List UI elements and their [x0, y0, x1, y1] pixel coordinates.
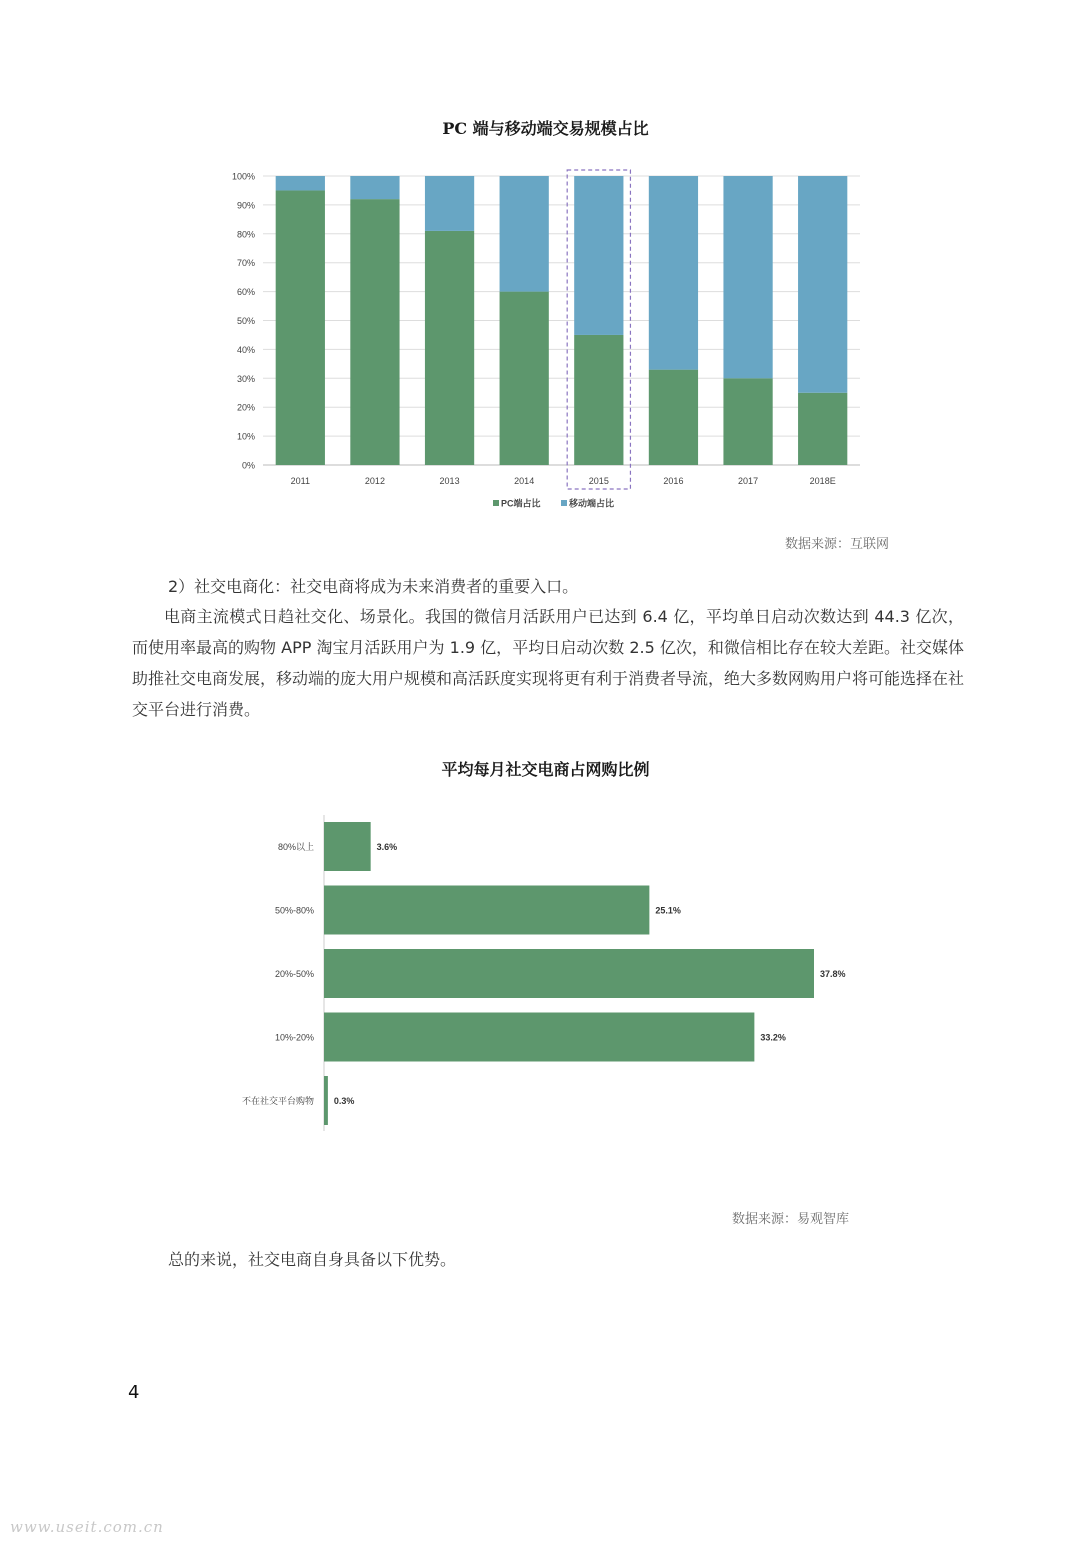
chart1-source: 数据来源：互联网	[785, 537, 890, 552]
chart2-category-label: 20%-50%	[274, 969, 314, 979]
chart1-bar-mobile	[798, 176, 847, 393]
chart1-y-tick-label: 60%	[236, 287, 255, 298]
chart1-bar-mobile	[649, 176, 698, 370]
watermark: www.useit.com.cn	[10, 1518, 164, 1536]
chart1-bar-mobile	[276, 176, 325, 190]
paragraph-heading: 2）社交电商化：社交电商将成为未来消费者的重要入口。	[168, 577, 579, 596]
chart1-x-tick-label: 2013	[439, 476, 460, 486]
chart1-bar-pc	[798, 393, 847, 465]
chart1-bar-mobile	[723, 176, 772, 378]
chart2-data-label: 0.3%	[333, 1096, 355, 1106]
chart1-y-tick-label: 50%	[236, 316, 255, 326]
chart1-y-tick-label: 40%	[236, 344, 255, 355]
chart1-bar-pc	[723, 378, 772, 465]
chart1-y-tick-label: 20%	[236, 402, 255, 413]
chart1-bar-mobile	[425, 176, 474, 231]
chart1-y-tick-label: 10%	[236, 431, 255, 442]
chart2-category-label: 80%以上	[277, 842, 314, 852]
chart1-y-tick-label: 80%	[236, 229, 255, 240]
chart1-bar-mobile	[500, 176, 549, 292]
chart1-y-tick-label: 90%	[236, 200, 255, 211]
chart2-horizontal-bar-chart	[0, 810, 1091, 1140]
closing-paragraph: 总的来说，社交电商自身具备以下优势。	[168, 1250, 457, 1269]
chart2-bar	[324, 949, 814, 998]
chart2-data-label: 3.6%	[376, 842, 398, 852]
chart1-title: PC 端与移动端交易规模占比	[442, 119, 649, 138]
chart1-bar-mobile	[350, 176, 399, 199]
chart1-y-tick-label: 0%	[241, 460, 255, 471]
chart1-bar-mobile	[574, 176, 623, 335]
chart2-title: 平均每月社交电商占网购比例	[441, 760, 650, 779]
chart1-x-tick-label: 2015	[588, 476, 609, 486]
chart2-bar	[324, 886, 649, 935]
chart1-x-tick-label: 2016	[663, 476, 684, 486]
chart2-data-label: 25.1%	[655, 905, 681, 916]
paragraph-body: 电商主流模式日趋社交化、场景化。我国的微信月活跃用户已达到 6.4 亿，平均单日启动次数达到 44.3 亿次，而使用率最高的购物 APP 淘宝月活跃用户为 1.9 亿，平均日启动次数 2.5 亿次，和微信相比存在较大差距。社交媒体助推社交电商发展，移动端的庞大用户规模和高活跃度实现将更有利于消费者导流，绝大多数网购用户将可能选择在社交平台进行消费。	[132, 607, 965, 719]
page-number: 4	[128, 1382, 140, 1403]
chart1-bar-pc	[425, 231, 474, 465]
chart1-stacked-bar-chart	[0, 160, 1091, 530]
chart2-data-label: 33.2%	[760, 1032, 786, 1043]
chart1-x-tick-label: 2011	[290, 476, 310, 486]
chart2-category-label: 不在社交平台购物	[241, 1096, 314, 1106]
chart1-y-tick-label: 30%	[236, 373, 255, 384]
chart2-bar	[324, 1013, 754, 1062]
chart1-x-tick-label: 2017	[738, 476, 759, 486]
chart1-bar-pc	[649, 370, 698, 465]
chart1-bar-pc	[500, 292, 549, 465]
chart2-category-label: 50%-80%	[274, 905, 314, 916]
chart1-x-tick-label: 2012	[364, 476, 385, 486]
chart1-y-tick-label: 70%	[236, 258, 255, 269]
chart1-legend-swatch	[561, 500, 567, 506]
chart1-bar-pc	[574, 335, 623, 465]
chart1-bar-pc	[276, 190, 325, 465]
chart1-legend-label: 移动端占比	[569, 498, 615, 509]
chart1-legend-swatch	[493, 500, 499, 506]
chart2-source: 数据来源：易观智库	[732, 1212, 850, 1227]
chart1-y-tick-label: 100%	[231, 171, 255, 182]
chart2-bar	[324, 822, 371, 871]
chart1-bar-pc	[350, 199, 399, 465]
chart2-bar	[324, 1076, 328, 1125]
chart2-category-label: 10%-20%	[274, 1032, 314, 1043]
chart1-x-tick-label: 2018E	[809, 476, 836, 486]
chart1-x-tick-label: 2014	[514, 476, 535, 486]
chart2-data-label: 37.8%	[820, 969, 846, 979]
chart1-legend-label: PC端占比	[501, 498, 541, 509]
